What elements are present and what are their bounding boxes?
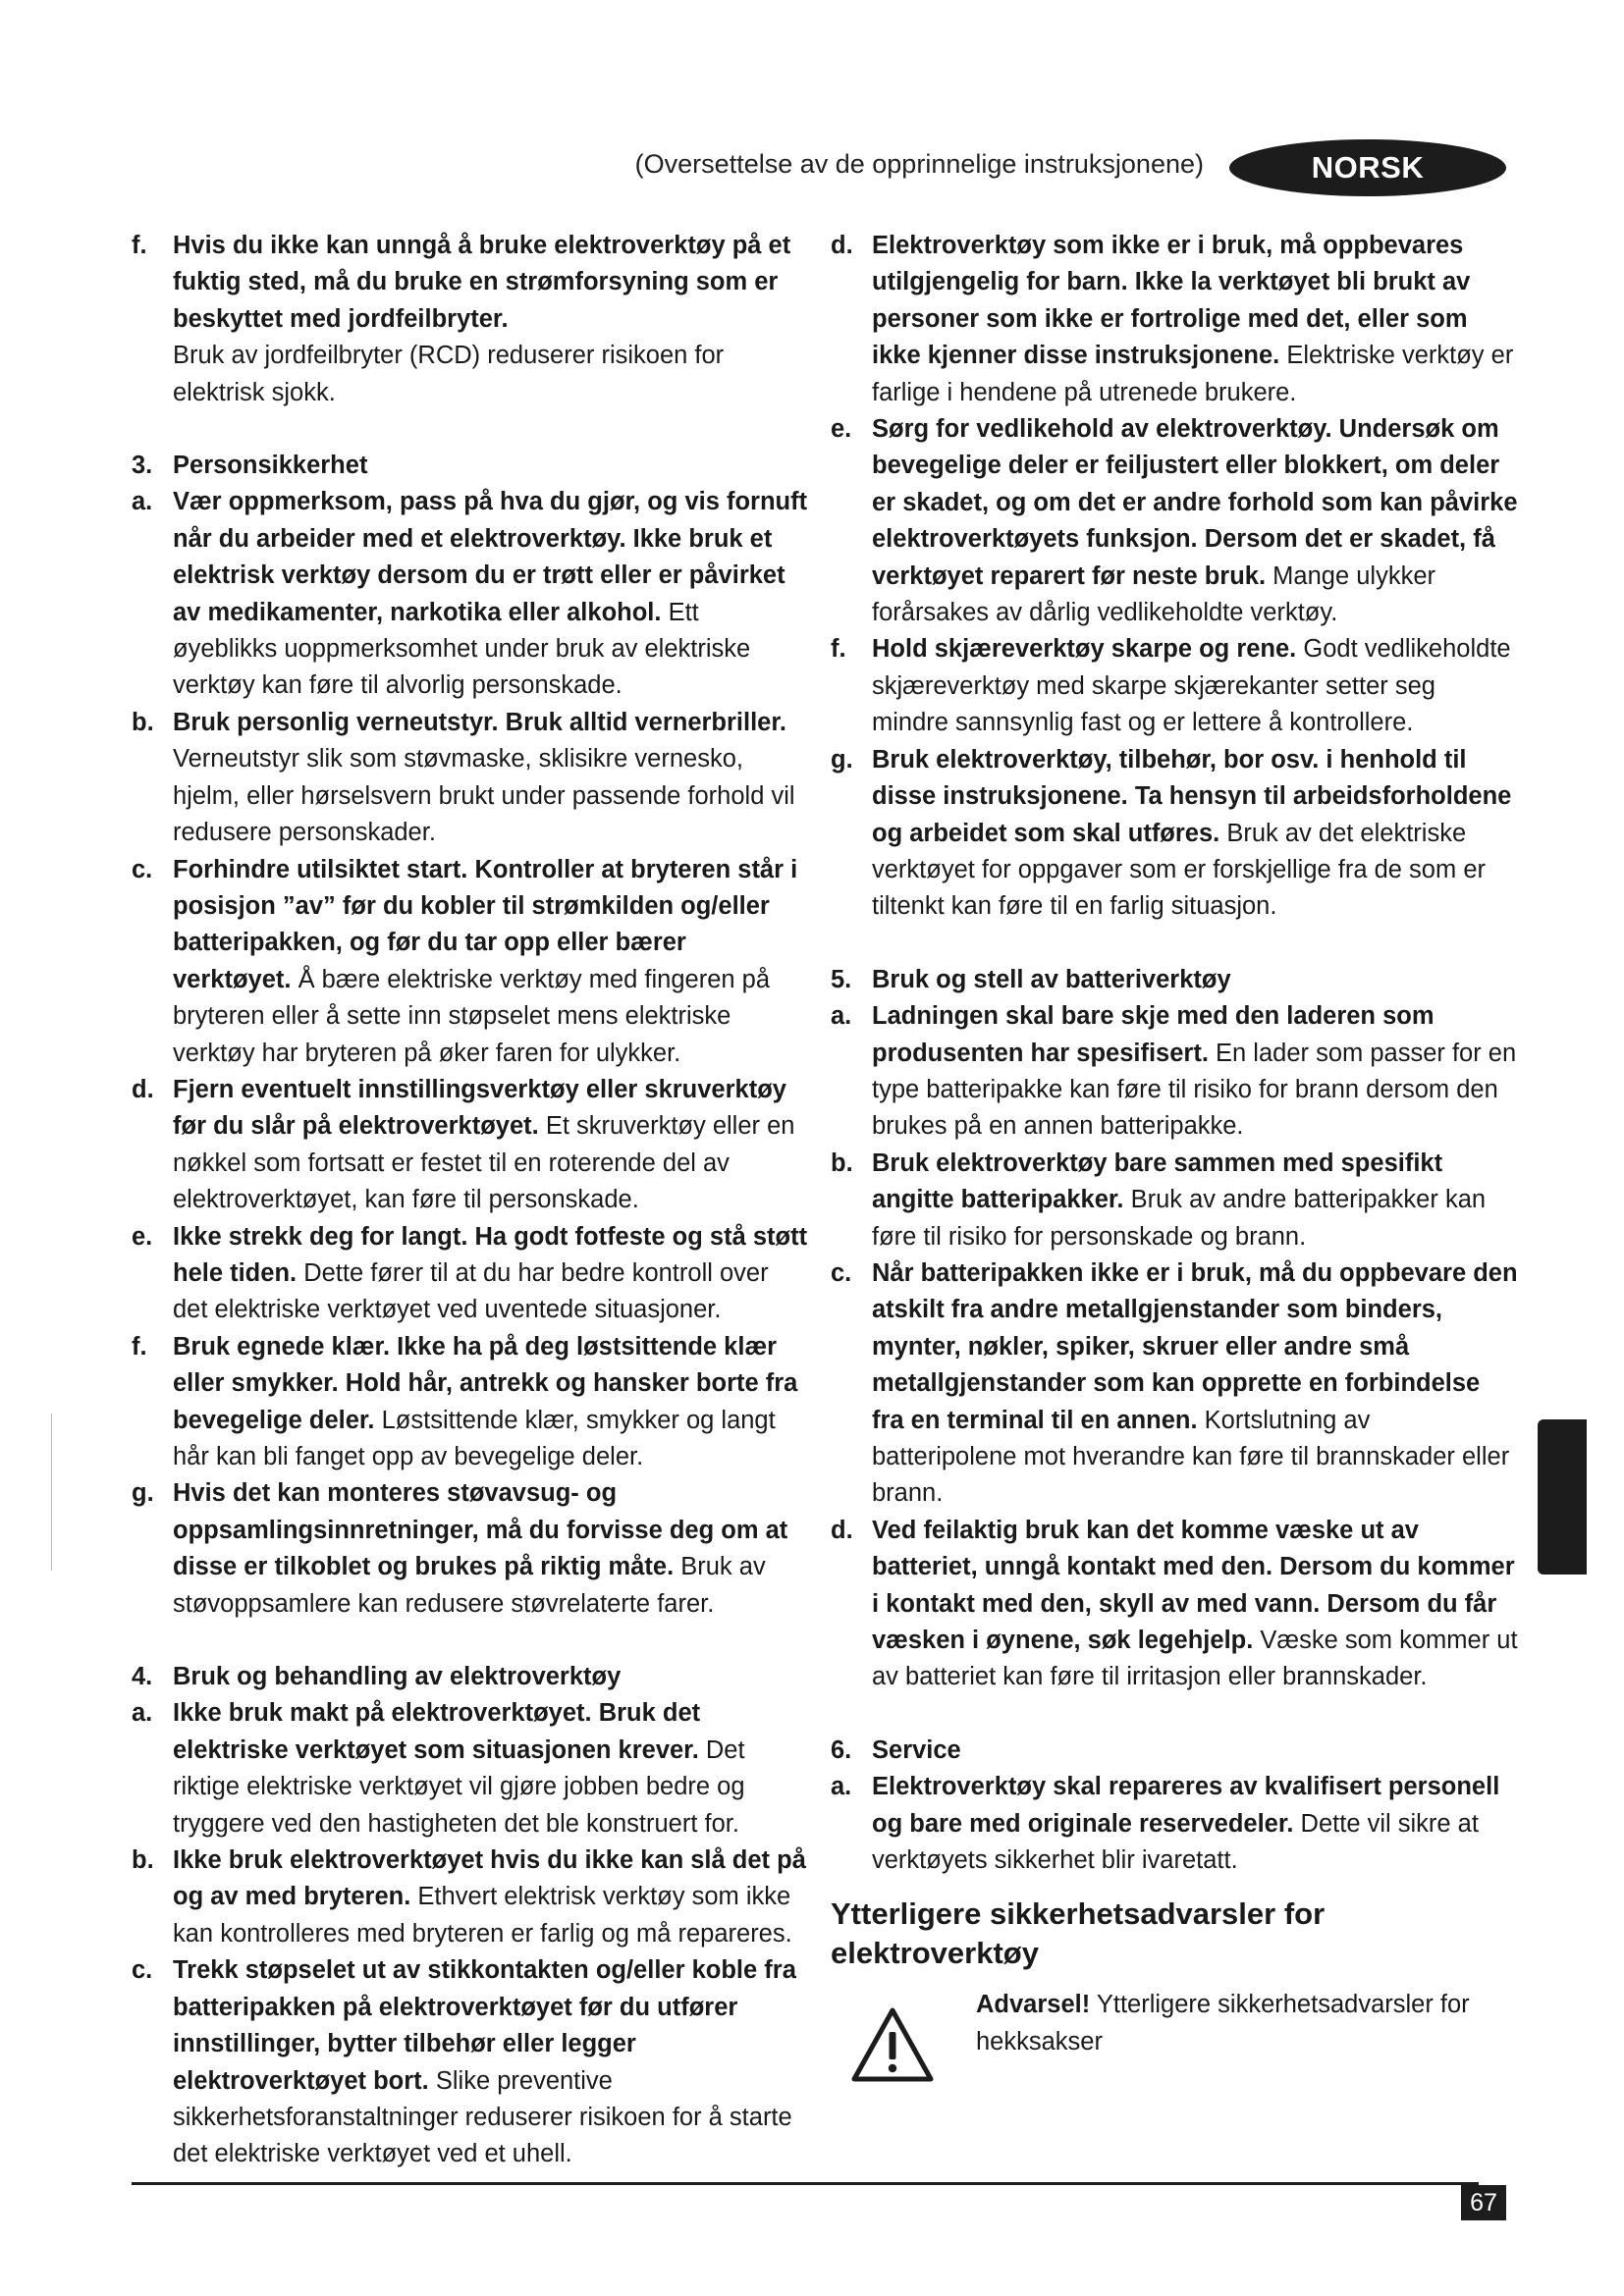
item-body: [872, 998, 1518, 1146]
item-letter: a.: [831, 1002, 852, 1031]
item-heading: Ladningen skal bare skje med den laderen som produsenten har spesifisert.: [872, 1002, 1435, 1067]
item-letter: e.: [831, 415, 852, 444]
item-description: Å bære elektriske verktøy med fingeren på bryteren eller å sette inn støpselet mens elektriske verktøy har bryteren på øker faren for ulykker.: [173, 965, 771, 1067]
section-heading: [132, 1659, 809, 1695]
warning-description: Ytterligere sikkerhetsadvarsler for hekksakser: [976, 1991, 1470, 2056]
item-description: Bruk av andre batteripakker kan føre til risiko for personskade og brann.: [872, 1186, 1487, 1251]
section-title: Personsikkerhet: [173, 452, 368, 480]
warning-text: [976, 1987, 1518, 2060]
section-heading: [831, 1733, 1518, 1769]
item-body: [173, 1219, 809, 1329]
section-title: Bruk og behandling av elektroverktøy: [173, 1663, 622, 1691]
item-heading: Bruk personlig verneutstyr. Bruk alltid vernerbriller.: [173, 708, 786, 736]
list-item: [132, 1952, 809, 2172]
item-description: Slike preventive sikkerhetsforanstaltninger reduserer risikoen for å starte det elektriske verktøyet ved et uhell.: [173, 2066, 792, 2168]
item-letter: f.: [831, 635, 846, 664]
item-heading: Forhindre utilsiktet start. Kontroller at bryteren står i posisjon ”av” før du kobler til strømkilden og/eller batteripakken, og før du tar opp eller bærer verktøyet.: [173, 855, 798, 993]
margin-line: [51, 1414, 52, 1571]
list-item: [831, 998, 1518, 1146]
item-body: [173, 1329, 809, 1476]
item-body: [872, 411, 1518, 631]
item-description: Et skruverktøy eller en nøkkel som fortsatt er festet til en roterende del av elektroverktøyet, kan føre til personskade.: [173, 1112, 795, 1214]
item-letter: d.: [132, 1075, 154, 1103]
item-letter: g.: [132, 1479, 154, 1508]
item-body: [872, 1146, 1518, 1255]
item-body: [173, 1842, 809, 1952]
item-letter: f.: [132, 1332, 147, 1361]
item-body: [173, 705, 809, 852]
section-4-list: [132, 1695, 809, 2172]
item-letter: a.: [132, 488, 153, 516]
section-heading: [831, 962, 1518, 998]
section-3-list: [132, 484, 809, 1623]
item-description: Mange ulykker forårsakes av dårlig vedlikeholdte verktøy.: [872, 561, 1435, 627]
item-description: Væske som kommer ut av batteriet kan føre til irritasjon eller brannskader.: [872, 1627, 1518, 1691]
item-body: [872, 228, 1518, 411]
item-heading: Hvis det kan monteres støvavsug- og oppsamlingsinnretninger, må du forvisse deg om at disse er tilkoblet og brukes på riktig måte.: [173, 1479, 788, 1581]
list-item: [831, 411, 1518, 631]
item-body: [872, 631, 1518, 741]
item-body: [872, 1255, 1518, 1513]
item-description: Bruk av støvoppsamlere kan redusere støvrelaterte farer.: [173, 1553, 766, 1618]
item-heading: Elektroverktøy som ikke er i bruk, må oppbevares utilgjengelig for barn. Ikke la verktøyet bli brukt av personer som ikke er fortrolige med det, eller som ikke kjenner disse instruksjonene.: [872, 232, 1471, 370]
item-description: Verneutstyr slik som støvmaske, sklisikre vernesko, hjelm, eller hørselsvern brukt under passende forhold vil redusere personskader.: [173, 745, 795, 847]
item-description: Det riktige elektriske verktøyet vil gjøre jobben bedre og tryggere ved den hastigheten det ble konstruert for.: [173, 1735, 745, 1838]
list-item: [132, 1842, 809, 1952]
item-letter: e.: [132, 1222, 153, 1251]
item-heading: Ikke bruk elektroverktøyet hvis du ikke kan slå det på og av med bryteren.: [173, 1846, 806, 1911]
footer-rule: [132, 2182, 1479, 2185]
item-heading: Fjern eventuelt innstillingsverktøy eller skruverktøy før du slår på elektroverktøyet.: [173, 1075, 786, 1141]
item-heading: Ikke strekk deg for langt. Ha godt fotfeste og stå støtt hele tiden.: [173, 1222, 808, 1287]
list-item: [132, 1072, 809, 1219]
item-letter: f.: [132, 232, 147, 259]
item-letter: d.: [831, 232, 853, 259]
item-letter: b.: [132, 1846, 154, 1875]
section-number: 4.: [132, 1663, 153, 1691]
list-item: [132, 1695, 809, 1842]
item-body: [173, 1695, 809, 1842]
list-item: [132, 705, 809, 852]
list-item: [132, 852, 809, 1072]
list-item: [132, 1219, 809, 1329]
item-letter: c.: [132, 855, 153, 883]
warning-triangle-icon: [850, 2006, 935, 2083]
section-number: 6.: [831, 1735, 852, 1764]
section-4-list-continued: [831, 228, 1518, 926]
list-item: [831, 1146, 1518, 1255]
list-item: [132, 484, 809, 704]
left-column: [132, 228, 809, 2173]
item-heading: Vær oppmerksom, pass på hva du gjør, og vis fornuft når du arbeider med et elektroverktøy. Ikke bruk et elektrisk verktøy dersom du er trøtt eller er påvirket av medikamenter, narkotika eller alkohol.: [173, 488, 808, 626]
section-5-list: [831, 998, 1518, 1696]
section-number: 5.: [831, 965, 852, 993]
item-body: [872, 742, 1518, 926]
item-body: [173, 852, 809, 1072]
item-letter: a.: [132, 1699, 153, 1728]
item-heading: Ved feilaktig bruk kan det komme væske ut av batteriet, unngå kontakt med den. Dersom du kommer i kontakt med den, skyll av med vann. Dersom du får væsken i øynene, søk legehjelp.: [872, 1516, 1515, 1655]
item-body: [872, 1769, 1518, 1879]
item-description: Ett øyeblikks uoppmerksomhet under bruk av elektriske verktøy kan føre til alvorlig personskade.: [173, 598, 751, 700]
item-heading: Ikke bruk makt på elektroverktøyet. Bruk det elektriske verktøyet som situasjonen krever.: [173, 1699, 701, 1764]
header-subtitle: (Oversettelse av de opprinnelige instruksjonene): [634, 149, 1204, 179]
item-letter: c.: [132, 1956, 153, 1985]
list-item: [132, 1475, 809, 1623]
item-heading: Hold skjæreverktøy skarpe og rene.: [872, 635, 1297, 664]
item-heading: Sørg for vedlikehold av elektroverktøy. Undersøk om bevegelige deler er feiljustert eller blokkert, om deler er skadet, og om det er andre forhold som kan påvirke elektroverktøyets funksjon. Dersom det er skadet, få verktøyet reparert før neste bruk.: [872, 415, 1518, 590]
thumb-index-tab: [1538, 1419, 1587, 1575]
item-letter: g.: [831, 745, 853, 774]
item-letter: a.: [831, 1773, 852, 1801]
item-heading: Bruk elektroverktøy bare sammen med spesifikt angitte batteripakker.: [872, 1148, 1443, 1214]
item-description: En lader som passer for en type batteripakke kan føre til risiko for brann dersom den brukes på en annen batteripakke.: [872, 1039, 1517, 1141]
item-heading: Trekk støpselet ut av stikkontakten og/eller koble fra batteripakken på elektroverktøyet før du utfører innstillinger, bytter tilbehør eller legger elektroverktøyet bort.: [173, 1956, 796, 2095]
item-body: [173, 1072, 809, 1219]
warning-block: [831, 1987, 1518, 2083]
page-number: 67: [1461, 2185, 1506, 2220]
list-item: [831, 742, 1518, 926]
item-body: [872, 1513, 1518, 1696]
item-heading: Når batteripakken ikke er i bruk, må du oppbevare den atskilt fra andre metallgjenstander som binders, mynter, nøkler, spiker, skruer eller andre små metallgjenstander som kan opprette en forbindelse fra en terminal til en annen.: [872, 1258, 1518, 1434]
section-title: Service: [872, 1735, 961, 1764]
item-description: Bruk av det elektriske verktøyet for oppgaver som er forskjellige fra de som er tiltenkt kan føre til en farlig situasjon.: [872, 819, 1486, 921]
item-heading: Bruk elektroverktøy, tilbehør, bor osv. i henhold til disse instruksjonene. Ta hensyn til arbeidsforholdene og arbeidet som skal utføres.: [872, 745, 1512, 847]
section-heading: [132, 448, 809, 484]
item-description: Dette vil sikre at verktøyets sikkerhet blir ivaretatt.: [872, 1809, 1479, 1875]
item-heading: Bruk egnede klær. Ikke ha på deg løstsittende klær eller smykker. Hold hår, antrekk og hansker borte fra bevegelige deler.: [173, 1332, 798, 1434]
item-body: [173, 1475, 809, 1623]
item-letter: c.: [831, 1258, 852, 1287]
item-description: Kortslutning av batteripolene mot hverandre kan føre til brannskader eller brann.: [872, 1406, 1510, 1508]
item-letter: d.: [831, 1516, 853, 1544]
list-item: [831, 228, 1518, 411]
item-description: Ethvert elektrisk verktøy som ikke kan kontrolleres med bryteren er farlig og må repareres.: [173, 1883, 792, 1948]
section-title: Bruk og stell av batteriverktøy: [872, 965, 1231, 993]
list-item: [132, 228, 809, 411]
item-letter: b.: [132, 708, 154, 736]
item-description: Elektriske verktøy er farlige i hendene på utrenede brukere.: [872, 342, 1514, 406]
item-letter: b.: [831, 1148, 853, 1177]
list-item: [132, 1329, 809, 1476]
language-badge: NORSK: [1229, 139, 1506, 196]
item-description: Løstsittende klær, smykker og langt hår kan bli fanget opp av bevegelige deler.: [173, 1406, 776, 1470]
item-description: Godt vedlikeholdte skjæreverktøy med skarpe skjærekanter setter seg mindre sannsynlig fast og er lettere å kontrollere.: [872, 635, 1511, 737]
list-item: [831, 1255, 1518, 1513]
list-item: [831, 631, 1518, 741]
additional-warnings-heading: Ytterligere sikkerhetsadvarsler for elektroverktøy: [831, 1896, 1326, 1971]
item-body: [173, 484, 809, 704]
item-body: [173, 1952, 809, 2172]
section-6-list: [831, 1769, 1518, 1879]
item-heading: Elektroverktøy skal repareres av kvalifisert personell og bare med originale reservedeler.: [872, 1773, 1500, 1838]
list-item: [831, 1769, 1518, 1879]
warning-label: Advarsel!: [976, 1991, 1091, 2019]
item-description: Bruk av jordfeilbryter (RCD) reduserer risikoen for elektrisk sjokk.: [173, 342, 725, 406]
item-heading: Hvis du ikke kan unngå å bruke elektroverktøy på et fuktig sted, må du bruke en strømforsyning som er beskyttet med jordfeilbryter.: [173, 232, 791, 333]
section-number: 3.: [132, 452, 153, 480]
item-description: Dette fører til at du har bedre kontroll over det elektriske verktøyet ved uventede situasjoner.: [173, 1258, 769, 1324]
right-column: [831, 228, 1518, 2083]
list-item: [831, 1513, 1518, 1696]
